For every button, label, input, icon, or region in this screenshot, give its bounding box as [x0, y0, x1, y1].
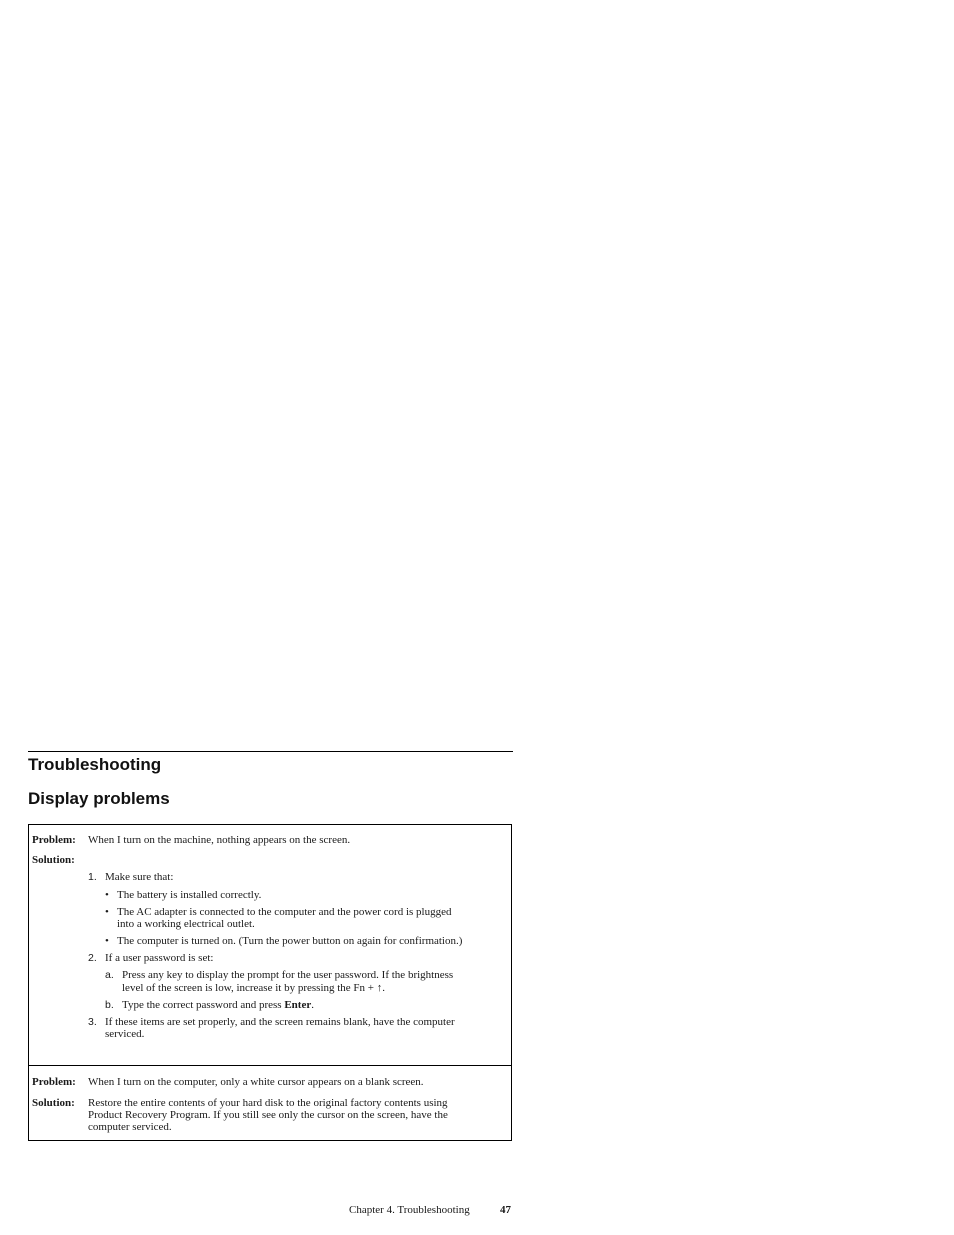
subsection-title: Display problems — [28, 789, 170, 808]
section-rule — [28, 751, 513, 752]
subitem-text: level of the screen is low, increase it by pressing the Fn + ↑. — [122, 982, 386, 994]
bullet-text: into a working electrical outlet. — [117, 918, 255, 930]
subitem-marker: a. — [105, 969, 114, 981]
solution-label: Solution: — [32, 1097, 75, 1109]
section-title: Troubleshooting — [28, 755, 162, 774]
bullet-marker: • — [105, 889, 109, 901]
solution-text: Restore the entire contents of your hard disk to the original factory contents using — [88, 1097, 448, 1109]
page-number: 47 — [500, 1204, 511, 1216]
solution-label: Solution: — [32, 854, 75, 866]
step-text: If a user password is set: — [105, 952, 214, 964]
bullet-text: The computer is turned on. (Turn the power button on again for confirmation.) — [117, 935, 463, 947]
subitem-marker: b. — [105, 999, 114, 1011]
bullet-text: The AC adapter is connected to the computer and the power cord is plugged — [117, 906, 452, 918]
step-number: 2. — [88, 952, 97, 964]
step-text: serviced. — [105, 1028, 145, 1040]
solution-text: computer serviced. — [88, 1121, 172, 1133]
bullet-marker: • — [105, 935, 109, 947]
step-number: 1. — [88, 871, 97, 883]
bullet-text: The battery is installed correctly. — [117, 889, 262, 901]
subitem-text: Type the correct password and press Enter. — [122, 999, 314, 1011]
problem-text: When I turn on the computer, only a white cursor appears on a blank screen. — [88, 1076, 424, 1088]
problem-label: Problem: — [32, 834, 76, 846]
step-number: 3. — [88, 1016, 97, 1028]
solution-text: Product Recovery Program. If you still see only the cursor on the screen, have the — [88, 1109, 448, 1121]
enter-key: Enter — [284, 999, 312, 1011]
step-text: Make sure that: — [105, 871, 174, 883]
footer-chapter: Chapter 4. Troubleshooting — [349, 1204, 470, 1216]
subitem-text: Press any key to display the prompt for the user password. If the brightness — [122, 969, 454, 981]
problem-text: When I turn on the machine, nothing appears on the screen. — [88, 834, 351, 846]
problem-label: Problem: — [32, 1076, 76, 1088]
step-text: If these items are set properly, and the screen remains blank, have the computer — [105, 1016, 455, 1028]
bullet-marker: • — [105, 906, 109, 918]
